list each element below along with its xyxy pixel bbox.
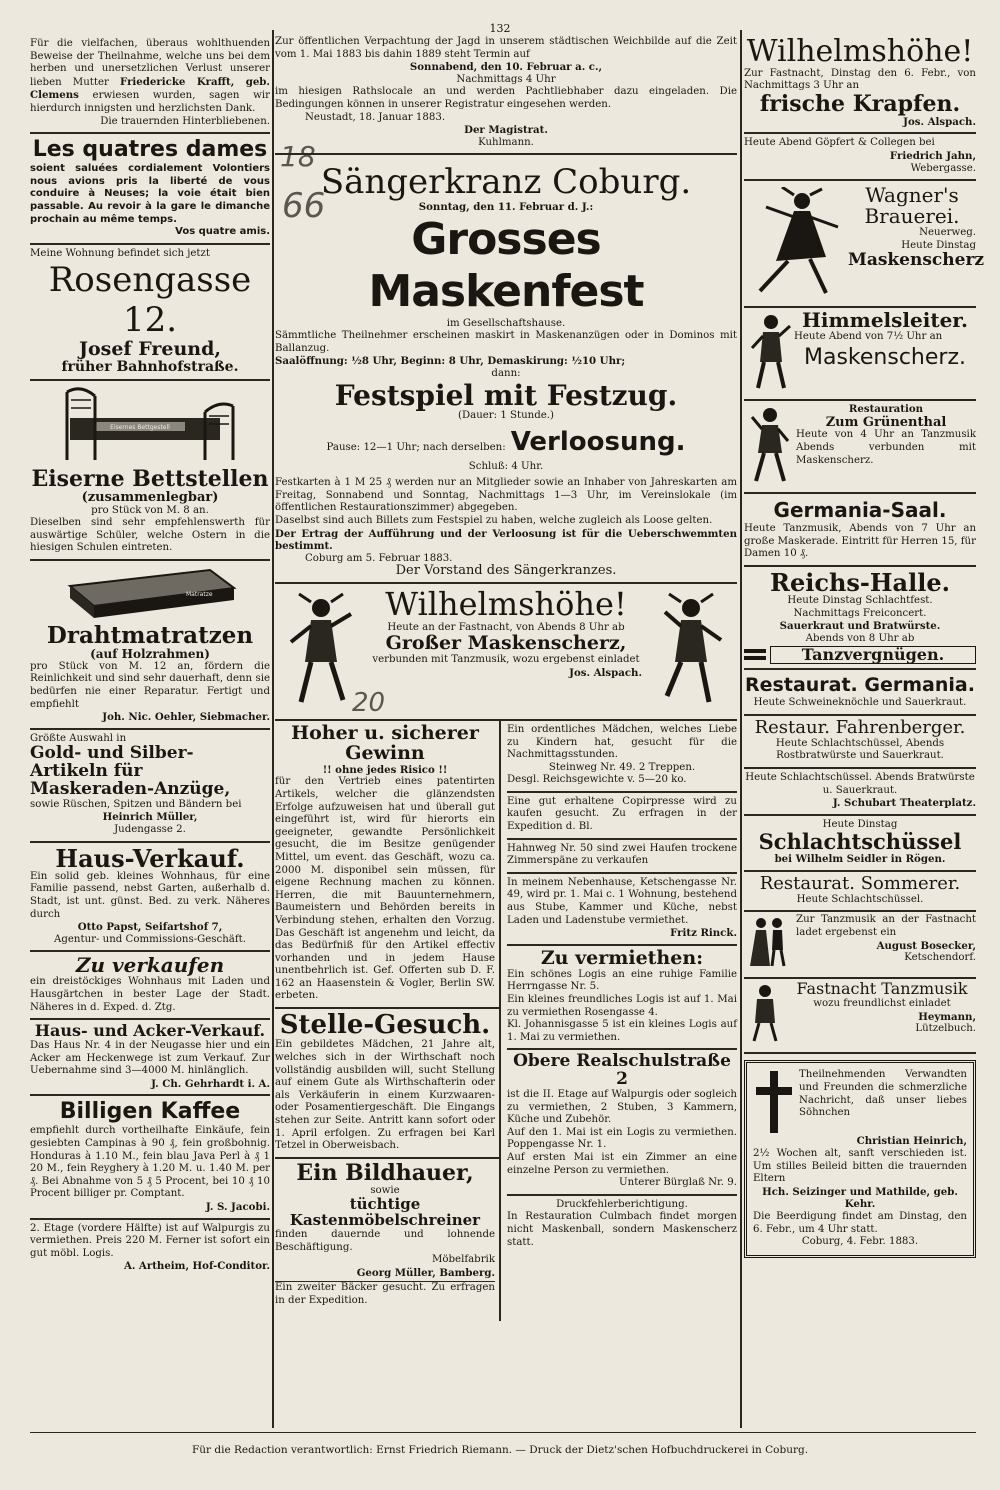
ad-jagd <box>275 30 737 155</box>
heymann-addr: Lützelbuch. <box>915 1023 976 1035</box>
ad-wilhelmshoehe-mid <box>275 584 737 721</box>
hausverkauf-name: Otto Papst, Seifartshof 7, <box>77 921 223 934</box>
ad-gruenenthal <box>744 401 976 494</box>
realschul-text: ist die II. Etage auf Walpurgis oder sogleich zu vermiethen, 2 Stuben, 3 Kammern, Küche und Zubehör. <box>507 1089 737 1126</box>
cross-icon <box>753 1069 795 1135</box>
jagd-place: Neustadt, 18. Januar 1883. <box>305 111 446 123</box>
ad-saengerkranz <box>275 155 737 584</box>
reichs-l3: Sauerkraut und Bratwürste. <box>779 620 941 633</box>
gold-intro: Größte Auswahl in <box>30 732 127 744</box>
ad-kaffee <box>30 1096 270 1219</box>
wohnung-name: Josef Freund, <box>78 338 222 361</box>
death-notice-top <box>753 1069 967 1135</box>
realschul-addr: Unterer Bürglaß Nr. 9. <box>619 1177 737 1189</box>
subcolumn-left <box>275 721 501 1321</box>
quatres-sign: Vos quatre amis. <box>175 226 270 238</box>
jagd-time: Nachmittags 4 Uhr <box>456 73 556 85</box>
gold-name: Heinrich Müller, <box>102 811 198 824</box>
wohnung-former: früher Bahnhofstraße. <box>61 359 239 376</box>
jester-illustration <box>281 592 361 712</box>
quatres-title: Les quatres dames <box>32 137 268 163</box>
hausverkauf-text: Ein solid geb. kleines Wohnhaus, für eine Familie passend, nebst Garten, außerhalb d. Stadt, ist unt. günst. Bed. zu verk. Näheres durch <box>30 870 270 920</box>
vermiethen-b: Ein kleines freundliches Logis ist auf 1. Mai zu vermiethen Rosengasse 4. <box>507 993 737 1018</box>
jester-illustration <box>748 312 794 390</box>
jagd-date: Sonnabend, den 10. Februar a. c., <box>409 61 603 74</box>
germania-text: Heute Tanzmusik, Abends von 7 Uhr an große Maskerade. Eintritt für Herren 15, für Damen 10 ₰. <box>744 523 976 560</box>
wilhelm-right-title: Wilhelmshöhe! <box>746 34 974 69</box>
bildhauer-firm: Möbelfabrik <box>431 1254 495 1266</box>
wagner-big: Maskenscherz <box>848 250 985 271</box>
wagner-text: Heute Dinstag <box>901 239 976 251</box>
copir-text: Eine gut erhaltene Copirpresse wird zu kaufen gesucht. Zu erfragen in der Expedition d. Bl. <box>507 795 737 833</box>
seidler-big: Schlachtschüssel <box>758 829 962 855</box>
ad-rinck <box>507 874 737 946</box>
realschul-text2: Auf den 1. Mai ist ein Logis zu vermiethen. Poppengasse Nr. 1. <box>507 1126 737 1151</box>
ad-zu-verkaufen <box>30 952 270 1020</box>
acker-text: Das Haus Nr. 4 in der Neugasse hier und ein Acker am Heckenwege ist zum Verkauf. Zur Uebernahme sind 3—4000 M. hinlänglich. <box>30 1039 270 1077</box>
saenger-date: Sonntag, den 11. Februar d. J.: <box>418 201 594 214</box>
bed-frame-illustration <box>55 386 245 466</box>
trauer-name: Christian Heinrich, <box>856 1135 967 1148</box>
druckfehler-title: Druckfehlerberichtigung. <box>556 1198 688 1210</box>
heymann-name: Heymann, <box>918 1010 976 1023</box>
maedchen-gewichte: Desgl. Reichsgewichte v. 5—20 ko. <box>507 774 687 786</box>
reichs-l4: Abends von 8 Uhr ab <box>805 632 915 644</box>
saenger-pause-row <box>275 427 737 457</box>
saenger-fest: Festspiel mit Festzug. <box>334 378 678 412</box>
hausverkauf-title: Haus-Verkauf. <box>55 843 245 873</box>
saenger-times: Saalöffnung: ½8 Uhr, Beginn: 8 Uhr, Demaskirung: ½10 Uhr; <box>275 355 626 368</box>
mattress-illustration <box>60 566 240 622</box>
bosecker-addr: Ketschendorf. <box>904 952 976 964</box>
wilhelm-mid-title: Wilhelmshöhe! <box>385 584 627 623</box>
kaffee-sign: J. S. Jacobi. <box>205 1200 270 1213</box>
hausverkauf-addr: Agentur- und Commissions-Geschäft. <box>54 933 246 945</box>
column-middle <box>275 30 737 1321</box>
ad-acker-verkauf <box>30 1020 270 1096</box>
trauer-text: Theilnehmenden Verwandten und Freunden die schmerzliche Nachricht, daß unser liebes Söhnchen <box>799 1069 967 1119</box>
jagd-text: Zur öffentlichen Verpachtung der Jagd in unserem städtischen Weichbilde auf die Zeit vom 1. Mai 1883 bis dahin 1889 steht Termin auf <box>275 36 737 60</box>
ad-maedchen <box>507 721 737 793</box>
matratze-title: Drahtmatratzen <box>46 622 254 650</box>
sommerer-title: Restaurat. Sommerer. <box>759 872 961 894</box>
ad-copirpresse <box>507 793 737 840</box>
dank-text: Für die vielfachen, überaus wohlthuenden Beweise der Theilnahme, welche uns bei dem herben und unersetzlichen Verlust unserer lieben Mutter <box>30 38 270 88</box>
bett-price: pro Stück von M. 8 an. <box>91 504 209 516</box>
maedchen-text: Ein ordentliches Mädchen, welches Liebe zu Kindern hat, gesucht für die Nachmittagsstunden. <box>507 723 737 761</box>
bildhauer-sign: Georg Müller, Bamberg. <box>356 1266 495 1279</box>
bett-sub: (zusammenlegbar) <box>81 490 219 506</box>
heymann-text: wozu freundlichst einladet <box>813 998 951 1010</box>
ad-traueranzeige <box>744 1054 976 1257</box>
dank-name: Friedericke Krafft, geb. Clemens <box>30 75 270 102</box>
footer-rule <box>30 1432 976 1433</box>
trauer-sign: Hch. Seizinger und Mathilde, geb. Kehr. <box>762 1185 958 1211</box>
ad-druckfehler <box>507 1196 737 1253</box>
matratze-text: pro Stück von M. 12 an, fördern die Reinlichkeit und sind sehr dauerhaft, denn sie bedürfen nie einer Reparatur. Fertigt und empfiehlt <box>30 660 270 710</box>
ad-seidler <box>744 816 976 872</box>
wilhelm-mid-sign: Jos. Alspach. <box>569 666 642 679</box>
quatres-text: soient saluées cordialement Volontiers nous avions pris la liberté de vous conduire à Neuses; la voie était bien passable. Au revoir à la gare le dimanche prochain au même temps. <box>30 163 270 225</box>
wagner-addr: Neuerweg. <box>919 227 976 239</box>
page-number: 132 <box>489 22 511 35</box>
saenger-text: Sämmtliche Theilnehmer erscheinen maskirt in Maskenanzügen oder in Dominos mit Ballanzug. <box>275 330 737 354</box>
gruen-title: Restauration <box>848 403 924 416</box>
pencil-mark: 20 <box>352 688 386 718</box>
restgerm-title: Restaurat. Germania. <box>745 674 975 697</box>
ad-goepfert <box>744 134 976 181</box>
etage-sign: A. Artheim, Hof-Conditor. <box>123 1260 270 1273</box>
bildhauer-sowie: sowie <box>370 1184 400 1196</box>
double-rule <box>744 649 766 660</box>
seidler-sign: bei Wilhelm Seidler in Rögen. <box>774 853 946 866</box>
ad-wagner <box>744 181 985 308</box>
gewinn-text: für den Vertrieb eines patentirten Artikels, welcher die glänzendsten Erfolge aufzuweisen hat und überall gut eingeführt ist, wird für hierorts ein geeigneter, gewandte Persönlichkeit gesucht, die im Besitze genügender Mittel, um event. das Geschäft, wozu ca. 2000 M. disponibel sein müssen, für eigene Rechnung machen zu können. Herren, die mit Bauunternehmern, Baumeistern und Behörden bereits in Verbindung stehen, erhalten den Vorzug. Das Geschäft ist angenehm und leicht, da das Bedürfniß für den Artikel effectiv vorhanden und in jedem Hause unentbehrlich ist. Gef. Offerten sub D. F. 162 an Haasenstein & Vogler, Berlin SW. erbeten. <box>275 776 495 1002</box>
baecker-text: Ein zweiter Bäcker gesucht. Zu erfragen in der Expedition. <box>275 1282 495 1306</box>
saenger-place2: Coburg am 5. Februar 1883. <box>305 552 453 564</box>
footer-imprint: Für die Redaction verantwortlich: Ernst Friedrich Riemann. — Druck der Dietz'schen Hofbuchdruckerei in Coburg. <box>191 1444 809 1456</box>
germania-title: Germania-Saal. <box>773 498 947 523</box>
reichs-title: Reichs-Halle. <box>770 567 950 597</box>
acker-title: Haus- und Acker-Verkauf. <box>34 1021 266 1041</box>
gold-title: Gold- und Silber-Artikeln für Maskeraden-Anzüge, <box>30 743 231 800</box>
ad-schubart <box>744 769 976 816</box>
gewinn-sub: !! ohne jedes Risico !! <box>322 763 448 776</box>
reichs-l5: Tanzvergnügen. <box>770 646 976 665</box>
ad-drahtmatratzen <box>30 561 270 730</box>
vermiethen-title: Zu vermiethen: <box>540 946 704 969</box>
pencil-mark: 18 <box>280 140 316 173</box>
bett-title: Eiserne Bettstellen <box>31 465 269 492</box>
dank-sign: Die trauernden Hinterbliebenen. <box>100 115 270 127</box>
realschul-text3: Auf ersten Mai ist ein Zimmer an eine einzelne Person zu vermiethen. <box>507 1151 737 1176</box>
heymann-title: Fastnacht Tanzmusik <box>796 979 968 999</box>
reichs-l2: Nachmittags Freiconcert. <box>793 607 927 619</box>
saenger-title: Sängerkranz Coburg. <box>320 162 692 203</box>
goepfert-name: Friedrich Jahn, <box>889 149 976 162</box>
jester-illustration <box>651 592 731 712</box>
schubart-text: Heute Schlachtschüssel. Abends Bratwürste u. Sauerkraut. <box>745 771 975 796</box>
ad-heymann <box>744 979 976 1054</box>
ad-etage <box>30 1220 270 1277</box>
jagd-sign2: Kuhlmann. <box>478 136 534 148</box>
subcolumn-right <box>507 721 737 1253</box>
ad-zimmerspaene <box>507 840 737 874</box>
wagner-title: Wagner's Brauerei. <box>864 183 960 229</box>
middle-two-subcolumns <box>275 721 737 1321</box>
zuverkaufen-text: ein dreistöckiges Wohnhaus mit Laden und Hausgärtchen in bester Lage der Stadt. Näheres in d. Exped. d. Ztg. <box>30 976 270 1013</box>
gold-addr: Judengasse 2. <box>114 824 186 836</box>
trauer-text2: 2½ Wochen alt, sanft verschieden ist. Um stilles Beileid bitten die trauernden Eltern <box>753 1148 967 1185</box>
column-rule <box>272 30 274 1428</box>
bosecker-name: August Bosecker, <box>876 939 976 952</box>
saenger-dauer: (Dauer: 1 Stunde.) <box>457 409 555 421</box>
death-notice-box <box>744 1060 976 1257</box>
himmel-text: Heute Abend von 7½ Uhr an <box>794 331 943 343</box>
reichs-l5-row <box>744 646 976 665</box>
ad-reichs-halle <box>744 567 976 670</box>
ad-bettstellen <box>30 381 270 561</box>
wilhelm-right-sign: Jos. Alspach. <box>903 115 976 128</box>
jester-illustration <box>748 405 792 483</box>
bed-label: Eisernes Bettgestell <box>110 423 170 431</box>
ad-fahrenberger <box>744 716 976 769</box>
bildhauer-title: Ein Bildhauer, <box>296 1159 474 1186</box>
goepfert-text: Heute Abend Göpfert & Collegen bei <box>744 137 935 149</box>
himmel-title: Himmelsleiter. <box>802 308 968 333</box>
rinck-sign: Fritz Rinck. <box>670 927 737 940</box>
trauer-text3: Die Beerdigung findet am Dinstag, den 6. Febr., um 4 Uhr statt. <box>753 1211 967 1235</box>
ad-zu-vermiethen <box>507 946 737 1051</box>
saenger-sign: Der Vorstand des Sängerkranzes. <box>395 563 617 579</box>
seidler-text: Heute Dinstag <box>822 818 898 830</box>
zuverkaufen-title: Zu verkaufen <box>75 953 225 978</box>
ad-quatres-dames <box>30 134 270 245</box>
dank-text2: erwiesen wurden, sagen wir hierdurch innigsten und herzlichsten Dank. <box>30 90 271 114</box>
wilhelm-right-big: frische Krapfen. <box>759 90 961 117</box>
kaffee-text: empfiehlt durch vortheilhafte Einkäufe, fein gesiebten Campinas à 90 ₰, fein großbohnig. Honduras à 1.10 M., fein blau Java Perl à ₰ 1 20 M., fein Reyghery à 1.20 M. u. 1.40 M. per ₰. Bei Abnahme von 5 ₰ 5 Procent, bei 10 ₰ 10 Procent billiger pr. Comptant. <box>30 1125 270 1200</box>
saenger-pause: Pause: 12—1 Uhr; nach derselben: <box>326 441 506 453</box>
ad-wohnung <box>30 245 270 381</box>
maedchen-addr: Steinweg Nr. 49. 2 Treppen. <box>548 761 696 773</box>
ad-realschulstrasse <box>507 1050 737 1195</box>
gewinn-title: Hoher u. sicherer Gewinn <box>291 721 479 764</box>
etage-text: 2. Etage (vordere Hälfte) ist auf Walpurgis zu vermiethen. Preis 220 M. Ferner ist sofort ein gut möbl. Logis. <box>30 1222 270 1259</box>
vermiethen-a: Ein schönes Logis an eine ruhige Familie Herrngasse Nr. 5. <box>507 968 737 993</box>
saenger-schluss: Schluß: 4 Uhr. <box>468 460 544 472</box>
bosecker-text: Zur Tanzmusik an der Fastnacht ladet ergebenst ein <box>796 914 976 939</box>
fahren-text: Heute Schlachtschüssel, Abends Rostbratwürste und Sauerkraut. <box>775 737 945 762</box>
matratze-sign: Joh. Nic. Oehler, Siebmacher. <box>102 711 270 724</box>
saenger-big: Grosses Maskenfest <box>368 213 644 317</box>
realschul-title: Obere Realschulstraße 2 <box>513 1051 731 1090</box>
saenger-ertrag: Der Ertrag der Aufführung und der Verloosung ist für die Ueberschwemmten bestimmt. <box>275 527 737 553</box>
ad-sommerer <box>744 872 976 912</box>
gold-text: sowie Rüschen, Spitzen und Bändern bei <box>30 798 242 810</box>
saenger-billets: Daselbst sind auch Billets zum Festspiel zu haben, welche zugleich als Loose gelten. <box>275 514 713 526</box>
reichs-l1: Heute Dinstag Schlachtfest. <box>787 595 933 607</box>
wohnung-intro: Meine Wohnung befindet sich jetzt <box>30 247 210 259</box>
saenger-karten: Festkarten à 1 M 25 ₰ werden nur an Mitglieder sowie an Inhaber von Jahreskarten am Freitag, Sonnabend und Sonntag, Nachmittags 1—3 Uhr, im Vereinslokale (im öffentlichen Restaurationszimmer) abgegeben. <box>275 477 737 514</box>
harlequin-illustration <box>746 983 784 1043</box>
vermiethen-c: Kl. Johannisgasse 5 ist ein kleines Logis auf 1. Mai zu vermiethen. <box>507 1019 737 1043</box>
ad-gewinn <box>275 721 499 1009</box>
wilhelm-right-text: Zur Fastnacht, Dinstag den 6. Febr., von Nachmittags 3 Uhr an <box>744 67 976 92</box>
dancing-couple-illustration <box>746 916 792 968</box>
ad-restaurat-germania <box>744 670 976 716</box>
gruen-text: Heute von 4 Uhr an Tanzmusik Abends verbunden mit Maskenscherz. <box>796 429 976 466</box>
saenger-verloosung: Verloosung. <box>510 426 686 457</box>
rinck-text: In meinem Nebenhause, Ketschengasse Nr. 49, wird pr. 1. Mai c. 1 Wohnung, bestehend aus Stube, Kammer und Küche, nebst Laden und Ladenstube vermiethet. <box>507 876 737 926</box>
ad-wilhelmshoehe-right <box>744 30 976 134</box>
column-rule <box>740 30 742 1428</box>
acker-sign: J. Ch. Gehrhardt i. A. <box>151 1077 270 1090</box>
sommerer-text: Heute Schlachtschüssel. <box>796 893 924 905</box>
saenger-dann: dann: <box>491 368 521 379</box>
mattress-label: Matratze <box>186 591 213 599</box>
ad-stelle-gesuch <box>275 1009 499 1159</box>
bett-text: Dieselben sind sehr empfehlenswerth für auswärtige Schüler, welche Ostern in die hiesigen Schulen eintreten. <box>30 517 270 554</box>
matratze-sub: (auf Holzrahmen) <box>90 647 210 662</box>
druckfehler-text: In Restauration Culmbach findet morgen nicht Maskenball, sondern Maskenscherz statt. <box>507 1211 737 1248</box>
column-right <box>744 30 985 1258</box>
ad-haus-verkauf <box>30 843 270 953</box>
saenger-place: im Gesellschaftshause. <box>446 317 566 329</box>
jagd-text2: im hiesigen Rathslocale an und werden Pachtliebhaber dazu eingeladen. Die Bedingungen können in unserer Registratur eingesehen werden. <box>275 86 737 110</box>
bildhauer-text: finden dauernde und lohnende Beschäftigung. <box>275 1228 495 1253</box>
pencil-mark: 66 <box>282 186 326 226</box>
restgerm-text: Heute Schweineknöchle und Sauerkraut. <box>753 697 967 709</box>
fahren-title: Restaur. Fahrenberger. <box>754 716 966 738</box>
wohnung-address: Rosengasse 12. <box>48 260 252 341</box>
ad-bosecker <box>744 912 976 979</box>
wilhelm-mid-text: Heute an der Fastnacht, von Abends 8 Uhr ab <box>387 621 625 633</box>
goepfert-addr: Webergasse. <box>910 162 976 174</box>
wilhelm-mid-big: Großer Maskenscherz, <box>385 632 627 655</box>
ad-danksagung <box>30 30 270 134</box>
bildhauer-title2: tüchtige Kastenmöbelschreiner <box>289 1195 481 1230</box>
ad-gold-silber <box>30 730 270 843</box>
ad-germania-saal <box>744 494 976 567</box>
kaffee-title: Billigen Kaffee <box>59 1099 241 1125</box>
wilhelm-mid-text2: verbunden mit Tanzmusik, wozu ergebenst einladet <box>372 654 640 666</box>
spaene-text: Hahnweg Nr. 50 sind zwei Haufen trockene Zimmerspäne zu verkaufen <box>507 842 737 867</box>
ad-himmelsleiter <box>744 308 976 401</box>
trauer-place: Coburg, 4. Febr. 1883. <box>801 1236 919 1248</box>
gruen-title2: Zum Grünenthal <box>825 414 947 430</box>
stelle-text: Ein gebildetes Mädchen, 21 Jahre alt, welches sich in der Wirthschaft noch vollständig ausbilden will, sucht Stellung auf einem Gute als Wirthschafterin oder als Verkäuferin in einem Kurzwaaren- oder Posamentiergeschäft. Die Eingangs stehen zur Seite. Antritt kann sofort oder 1. April erfolgen. Zu erfragen bei Karl Tetzel in Oberweisbach. <box>275 1039 495 1152</box>
ad-bildhauer <box>275 1159 499 1312</box>
schubart-sign: J. Schubart Theaterplatz. <box>832 797 976 810</box>
dancer-illustration <box>746 187 846 297</box>
himmel-big: Maskenscherz. <box>804 344 966 370</box>
stelle-title: Stelle-Gesuch. <box>279 1010 491 1041</box>
jagd-sign: Der Magistrat. <box>464 124 548 137</box>
column-left <box>30 30 270 1277</box>
